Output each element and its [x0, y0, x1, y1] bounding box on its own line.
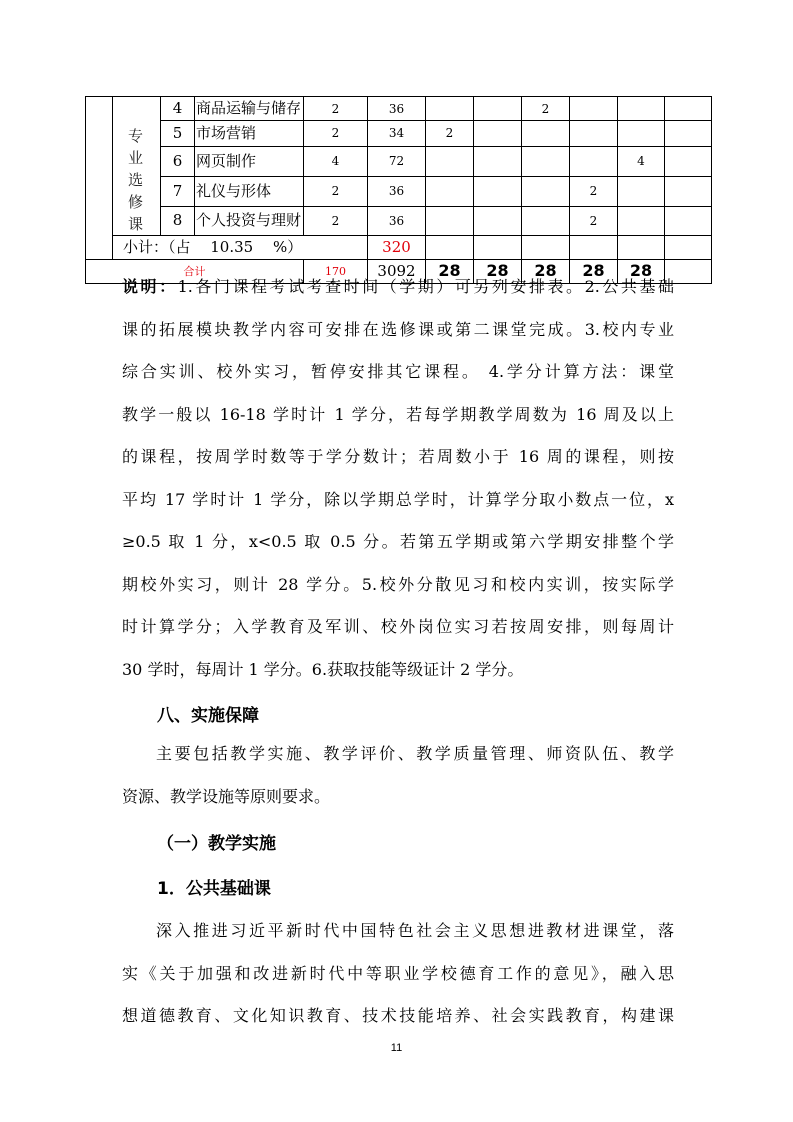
sub1-line: 想道德教育、文化知识教育、技术技能培养、社会实践教育，构建课 — [122, 1006, 674, 1025]
course-name: 市场营销 — [195, 121, 304, 147]
sem-4 — [570, 121, 618, 147]
section8-line: 主要包括教学实施、教学评价、教学质量管理、师资队伍、教学 — [156, 744, 674, 763]
sem-6 — [665, 206, 712, 235]
course-name: 礼仪与形体 — [195, 176, 304, 206]
course-credit: 2 — [304, 206, 368, 235]
empty-cell — [618, 235, 665, 259]
sem-5 — [618, 176, 665, 206]
total-week: 28 — [522, 259, 570, 283]
course-table — [85, 96, 712, 284]
sem-4: 2 — [570, 206, 618, 235]
subtotal-row — [86, 235, 712, 259]
course-credit: 2 — [304, 97, 368, 121]
note-paragraph — [122, 266, 674, 691]
total-week: 28 — [426, 259, 474, 283]
empty-cell — [426, 235, 474, 259]
sem-2 — [474, 176, 522, 206]
sem-6 — [665, 146, 712, 176]
course-name: 个人投资与理财 — [195, 206, 304, 235]
table-row — [86, 97, 712, 121]
note-line: 30 学时，每周计 1 学分。6.获取技能等级证计 2 学分。 — [122, 659, 524, 679]
empty-cell — [522, 235, 570, 259]
total-week: 28 — [618, 259, 665, 283]
sem-2 — [474, 97, 522, 121]
sem-3 — [522, 146, 570, 176]
total-credit: 170 — [304, 259, 368, 283]
course-credit: 2 — [304, 176, 368, 206]
note-line: 时计算学分；入学教育及军训、校外岗位实习若按周安排，则每周计 — [122, 617, 674, 636]
note-line: 平均 17 学时计 1 学分，除以学期总学时，计算学分取小数点一位，x — [122, 489, 674, 509]
sem-6 — [665, 176, 712, 206]
group-label-text: 专业选修课 — [127, 126, 145, 233]
sem-5 — [618, 97, 665, 121]
group-cell — [113, 97, 161, 121]
sem-4: 2 — [570, 176, 618, 206]
note-line: 综合实训、校外实习，暂停安排其它课程。 4.学分计算方法：课堂 — [122, 362, 674, 381]
sub1-line: 深入推进习近平新时代中国特色社会主义思想进教材进课堂，落 — [156, 921, 674, 940]
course-hours: 36 — [368, 176, 426, 206]
course-name: 商品运输与储存 — [195, 97, 304, 121]
course-hours: 36 — [368, 97, 426, 121]
sem-3: 2 — [522, 97, 570, 121]
group-label — [113, 121, 161, 236]
sem-2 — [474, 121, 522, 147]
sem-4 — [570, 146, 618, 176]
total-week: 28 — [474, 259, 522, 283]
note-line: 的课程，按周学时数等于学分数计；若周数小于 16 周的课程，则按 — [122, 447, 674, 466]
sub1-line: 实《关于加强和改进新时代中等职业学校德育工作的意见》，融入思 — [122, 963, 674, 983]
sem-3 — [522, 206, 570, 235]
empty-cell — [474, 235, 522, 259]
sem-5 — [618, 121, 665, 147]
note-line: ≥0.5 取 1 分，x<0.5 取 0.5 分。若第五学期或第六学期安排整个学 — [122, 532, 674, 551]
course-hours: 34 — [368, 121, 426, 147]
sem-1 — [426, 206, 474, 235]
sem-2 — [474, 206, 522, 235]
note-line — [122, 266, 674, 309]
empty-cell — [665, 235, 712, 259]
sem-6 — [665, 97, 712, 121]
course-hours: 72 — [368, 146, 426, 176]
sem-3 — [522, 121, 570, 147]
table-row — [86, 176, 712, 206]
course-no: 6 — [161, 146, 195, 176]
sem-1 — [426, 146, 474, 176]
sem-3 — [522, 176, 570, 206]
total-label: 合计 — [86, 259, 304, 283]
sem-5: 4 — [618, 146, 665, 176]
sem-6 — [665, 121, 712, 147]
note-line: 期校外实习，则计 28 学分。5.校外分散见习和校内实训，按实际学 — [122, 574, 674, 594]
note-line: 课的拓展模块教学内容可安排在选修课或第二课堂完成。3.校内专业 — [122, 319, 674, 339]
table-row — [86, 121, 712, 147]
sem-5 — [618, 206, 665, 235]
subsection-heading: （一）教学实施 — [157, 834, 276, 854]
course-no: 4 — [161, 97, 195, 121]
table-row — [86, 206, 712, 235]
page-number: 11 — [390, 1042, 403, 1054]
empty-cell — [570, 235, 618, 259]
section-heading: 八、实施保障 — [157, 706, 259, 726]
course-hours: 36 — [368, 206, 426, 235]
sem-2 — [474, 146, 522, 176]
subsubsection-heading: 1．公共基础课 — [157, 879, 271, 899]
course-no: 7 — [161, 176, 195, 206]
section8-paragraph — [122, 733, 674, 818]
note-line: 教学一般以 16-18 学时计 1 学分，若每学期教学周数为 16 周及以上 — [122, 404, 674, 424]
section8-line: 资源、教学设施等原则要求。 — [122, 786, 331, 806]
course-name: 网页制作 — [195, 146, 304, 176]
note-line-text: 1.各门课程考试考查时间（学期）可另列安排表。2.公共基础 — [177, 277, 674, 296]
note-lead: 说明： — [122, 277, 178, 296]
sem-1 — [426, 176, 474, 206]
table-row — [86, 146, 712, 176]
course-credit: 2 — [304, 121, 368, 147]
total-week: 28 — [570, 259, 618, 283]
total-hours: 3092 — [368, 259, 426, 283]
course-no: 5 — [161, 121, 195, 147]
course-no: 8 — [161, 206, 195, 235]
course-credit: 4 — [304, 146, 368, 176]
subtotal-hours: 320 — [368, 235, 426, 259]
outer-cell — [86, 97, 113, 260]
sem-1: 2 — [426, 121, 474, 147]
sem-4 — [570, 97, 618, 121]
sub1-paragraph — [122, 910, 674, 1038]
sem-1 — [426, 97, 474, 121]
subtotal-label: 小计：（占 10.35 %） — [113, 235, 368, 259]
